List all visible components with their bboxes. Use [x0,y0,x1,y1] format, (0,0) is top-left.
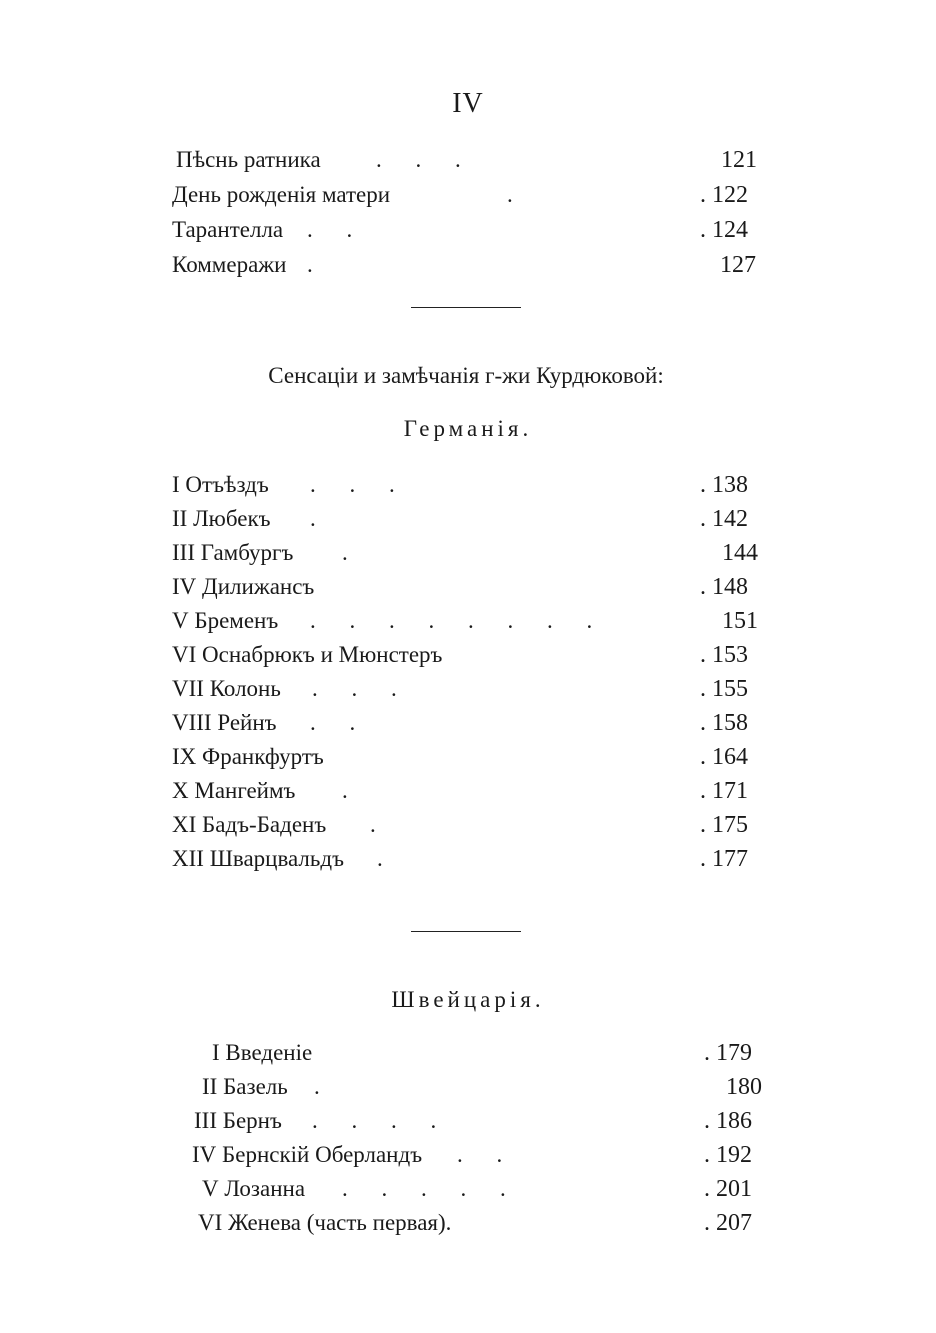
toc-entry-page: . 175 [700,812,748,838]
toc-entry-title: Бернскій Оберландъ [222,1142,423,1167]
toc-entry-numeral: XI [172,812,197,837]
toc-entry-page: 127 [720,252,756,278]
toc-entry-numeral: III [194,1108,217,1133]
toc-entry-title: День рожденія матери [172,182,391,207]
toc-entry-dots: . [370,812,390,837]
toc-entry-page: . 122 [700,182,748,208]
toc-entry-numeral: IV [172,574,197,599]
toc-entry-numeral: VII [172,676,204,701]
toc-entry-dots: . [310,506,330,531]
switzerland-heading: Швейцарія. [391,987,545,1012]
toc-entry [172,213,748,247]
toc-entry [172,774,748,808]
germany-heading: Германія. [403,416,533,441]
toc-entry [172,178,748,212]
toc-entry-dots: . . . . [312,1108,451,1133]
toc-entry-title: Женева (часть первая). [228,1210,452,1235]
toc-entry [172,248,756,282]
toc-entry-dots: . . . [376,147,475,172]
toc-entry [172,570,748,604]
toc-entry-numeral: IV [192,1142,217,1167]
toc-entry-page: . 124 [700,217,748,243]
toc-entry-title: Отъѣздъ [185,472,269,497]
toc-entry-dots: . . . . . [342,1176,520,1201]
toc-entry-page: . 148 [700,574,748,600]
toc-entry-page: . 142 [700,506,748,532]
toc-entry-title: Введеніе [225,1040,313,1065]
toc-entry-title: Тарантелла [172,217,284,242]
toc-entry-page: . 158 [700,710,748,736]
toc-entry-title: Бернъ [222,1108,282,1133]
toc-entry-page: 180 [726,1074,762,1100]
toc-entry [172,808,748,842]
page-number: IV [452,88,484,119]
toc-entry-numeral: IX [172,744,197,769]
toc-entry-numeral: VI [198,1210,223,1235]
toc-entry [202,1070,762,1104]
toc-entry-title: Лозанна [224,1176,306,1201]
section-divider [411,307,521,308]
toc-entry-dots: . . . [312,676,411,701]
toc-entry-title: Дилижансъ [202,574,315,599]
toc-entry-numeral: V [172,608,189,633]
toc-entry-title: Любекъ [193,506,271,531]
toc-entry-page: 144 [722,540,758,566]
toc-entry-title: Базель [223,1074,288,1099]
toc-entry-dots: . . . . . . . . [310,608,607,633]
toc-entry [172,842,748,876]
toc-entry-numeral: II [202,1074,218,1099]
toc-entry-numeral: II [172,506,188,531]
toc-entry-dots: . [342,540,362,565]
toc-entry-numeral: V [202,1176,219,1201]
toc-entry [202,1172,752,1206]
toc-entry-title: Гамбургъ [200,540,294,565]
toc-entry-dots: . . [457,1142,517,1167]
toc-entry-title: Оснабрюкъ и Мюнстеръ [202,642,443,667]
toc-entry [194,1104,752,1138]
toc-entry-dots: . [342,778,362,803]
toc-entry-page: . 153 [700,642,748,668]
toc-entry-numeral: VI [172,642,197,667]
toc-entry [192,1138,752,1172]
toc-entry-dots: . [307,252,327,277]
toc-entry-dots: . . . [310,472,409,497]
toc-entry-dots: . . [307,217,367,242]
toc-entry-numeral: III [172,540,195,565]
toc-entry [172,740,748,774]
section-divider [411,931,521,932]
toc-entry-numeral: X [172,778,189,803]
toc-entry [172,502,748,536]
toc-entry [172,468,748,502]
toc-entry-title: Бадъ-Баденъ [202,812,327,837]
toc-entry [172,604,758,638]
toc-entry-title: Шварцвальдъ [209,846,344,871]
toc-entry [172,706,748,740]
toc-entry [212,1036,752,1070]
toc-entry-page: . 207 [704,1210,752,1236]
toc-entry-title: Мангеймъ [194,778,296,803]
toc-entry-page: . 201 [704,1176,752,1202]
toc-entry-page: . 179 [704,1040,752,1066]
toc-entry-dots: . [507,182,527,207]
toc-entry-title: Франкфуртъ [202,744,324,769]
toc-entry-title: Рейнъ [217,710,277,735]
toc-entry-dots: . . [310,710,370,735]
toc-entry [172,638,748,672]
main-heading: Сенсаціи и замѣчанія г-жи Курдюковой: [268,363,664,388]
toc-entry [172,672,748,706]
toc-entry-title: Пѣснь ратника [176,147,321,172]
toc-entry-title: Колонь [209,676,281,701]
toc-entry-page: . 138 [700,472,748,498]
toc-entry-page: . 186 [704,1108,752,1134]
toc-entry-page: 151 [722,608,758,634]
toc-entry-page: . 155 [700,676,748,702]
toc-entry-numeral: VIII [172,710,212,735]
toc-entry [172,536,758,570]
toc-entry-dots: . [314,1074,334,1099]
toc-entry-page: . 164 [700,744,748,770]
toc-entry-page: . 171 [700,778,748,804]
toc-entry-title: Коммеражи [172,252,287,277]
toc-entry-numeral: I [212,1040,220,1065]
toc-entry-page: 121 [721,147,757,173]
toc-entry-page: . 192 [704,1142,752,1168]
toc-entry-numeral: I [172,472,180,497]
toc-entry-dots: . [377,846,397,871]
toc-entry [198,1206,752,1240]
toc-entry-numeral: XII [172,846,204,871]
toc-entry-title: Бременъ [194,608,279,633]
toc-entry-page: . 177 [700,846,748,872]
toc-entry [176,143,757,177]
